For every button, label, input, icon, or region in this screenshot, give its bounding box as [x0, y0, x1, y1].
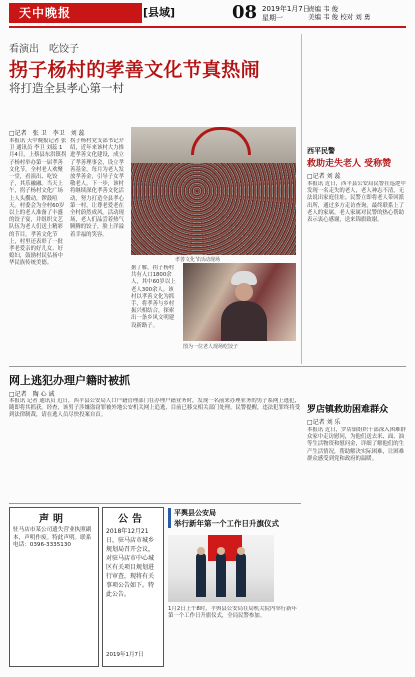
lead-subhead: 将打造全县孝心第一村 — [9, 81, 124, 95]
right2-headline[interactable]: 罗店镇救助困难群众 — [307, 405, 389, 415]
ad-statement-body: 驻马店市某公司遗失营业执照副本，声明作废。特此声明。联系电话：0396-3335130 — [13, 527, 92, 549]
lead-photo-crowd — [131, 127, 296, 255]
issue-date — [262, 5, 310, 23]
police-caption: 1月2日上午8时，平舆县公安局在局机关院内举行新年第一个工作日升旗仪式，全局民警参加。 — [168, 606, 297, 620]
online-body: 本报讯 记者 通讯员 近日，西平县公安局人口户籍管理部门在办理户籍业务时，发现一名前来办理业务的男子系网上逃犯，随即将其抓获。经查，该男子涉嫌盗窃罪被外地公安机关网上追逃，目前已移交相关部门处理。民警提醒，违法犯罪终将受到法律制裁，请在逃人员尽快投案自首。 — [9, 398, 301, 419]
weekday-line: 星期一 — [262, 14, 283, 22]
section-label: [县域] — [143, 6, 176, 19]
lead-photo-caption-2: 图为一位老人现场吃饺子 — [183, 344, 239, 350]
photo-face — [235, 283, 253, 301]
ad-notice-body: 2018年12月21日，驻马店市城乡规划局召开会议，对驻马店市中心城区有关项目规划进行审查，现将有关事项公告如下。特此公告。 — [106, 528, 155, 598]
brand-logo: 天中晚报 — [9, 3, 142, 23]
lead-headline[interactable]: 拐子杨村的孝善文化节真热闹 — [9, 59, 260, 81]
photo-officer-1-head — [197, 547, 205, 555]
photo-officer-2 — [216, 553, 226, 597]
lead-photo-elder — [183, 263, 296, 341]
online-headline[interactable]: 网上逃犯办理户籍时被抓 — [9, 374, 130, 387]
right-kicker: 西平民警 — [307, 147, 335, 155]
photo-officer-1 — [196, 553, 206, 597]
column-divider — [301, 34, 302, 364]
masthead-rule — [9, 26, 406, 28]
masthead — [0, 0, 415, 30]
lead-body-col2: 拐子杨村党支部书记介绍，近年来该村大力推进孝善文化建设，成立了孝善理事会，设立孝善基金，每月为老人发放孝善金，引导子女孝敬老人。下一步，该村将继续深化孝善文化活动，努力打造全县孝心第一村，让尊老爱老在全村蔚然成风。活动现场，老人们品尝着热气腾腾的饺子，脸上洋溢着幸福的笑容。 — [70, 138, 124, 238]
right-byline: □记者 刘 蕊 — [307, 173, 341, 180]
editors-line-2: 美编 韦 俊 校对 刘 勇 — [308, 13, 371, 21]
photo-coat — [221, 301, 267, 341]
lead-body-col1: 本报讯 天中晚报记者 张卫 通讯员 李卫 刘蕊 1月4日，上蔡县东洪镇拐子杨村举办第一届孝善文化节，全村老人欢聚一堂，看演出、吃饺子，其乐融融。当天上午，拐子杨村文化广场上人头攒动，锣鼓喧天。村委会为全村60岁以上的老人准备了丰盛的饺子宴，并组织文艺队伍为老人们送上精彩的节目。孝善文化节上，村里还表彰了一批孝老爱亲的好儿女、好媳妇，鼓励村民弘扬中华民族传统美德。 — [9, 138, 67, 267]
lead-body-col3: 据了解，拐子杨村共有人口1800余人，其中60岁以上老人300余人。该村以孝善文化为抓手，将孝善与乡村振兴相结合，探索出一条乡风文明建设新路子。 — [131, 265, 176, 329]
ad-notice-title: 公告 — [118, 514, 146, 525]
editors-credits — [308, 5, 408, 21]
right-headline[interactable]: 救助走失老人 受称赞 — [307, 159, 392, 169]
right2-body: 本报讯 近日，罗店镇组织干部深入困难群众家中走访慰问，为他们送去米、面、油等生活物资和慰问金，详细了解他们的生产生活情况，帮助解决实际困难，让困难群众感受到党和政府的温暖。 — [307, 427, 406, 462]
section-divider-2 — [9, 503, 301, 504]
photo-officer-3-head — [237, 547, 245, 555]
lead-photo-caption-1: 孝善文化节活动现场 — [175, 257, 221, 263]
police-photo — [168, 535, 274, 602]
date-line: 2019年1月7日 — [262, 5, 310, 13]
photo-officer-3 — [236, 553, 246, 597]
right-body: 本报讯 近日，西平县公安局民警在巡逻中发现一名走失的老人，老人神志不清，无法说出家庭住址。民警立即将老人带回派出所，通过多方走访查询，最终联系上了老人的家属。老人家属对民警的热心帮助表示衷心感谢，送来锦旗致谢。 — [307, 181, 406, 224]
right2-byline: □记者 刘 乐 — [307, 419, 341, 426]
police-headline[interactable]: 举行新年第一个工作日升旗仪式 — [174, 519, 279, 528]
ad-statement-title: 声明 — [39, 514, 67, 525]
editors-line-1: 责编 韦 俊 — [308, 5, 339, 13]
lead-byline: □记者 张 卫 李卫 刘 蕊 — [9, 130, 85, 137]
online-byline: □记者 陶 心 诚 — [9, 391, 55, 398]
ad-notice-signature: 2019年1月7日 — [106, 652, 144, 658]
section-divider-1 — [9, 366, 406, 367]
police-accent-bar — [168, 508, 171, 528]
photo-officer-2-head — [217, 547, 225, 555]
page-number: 08 — [232, 2, 258, 23]
police-kicker: 平舆县公安局 — [174, 509, 216, 517]
lead-kicker: 看演出 吃饺子 — [9, 44, 79, 55]
